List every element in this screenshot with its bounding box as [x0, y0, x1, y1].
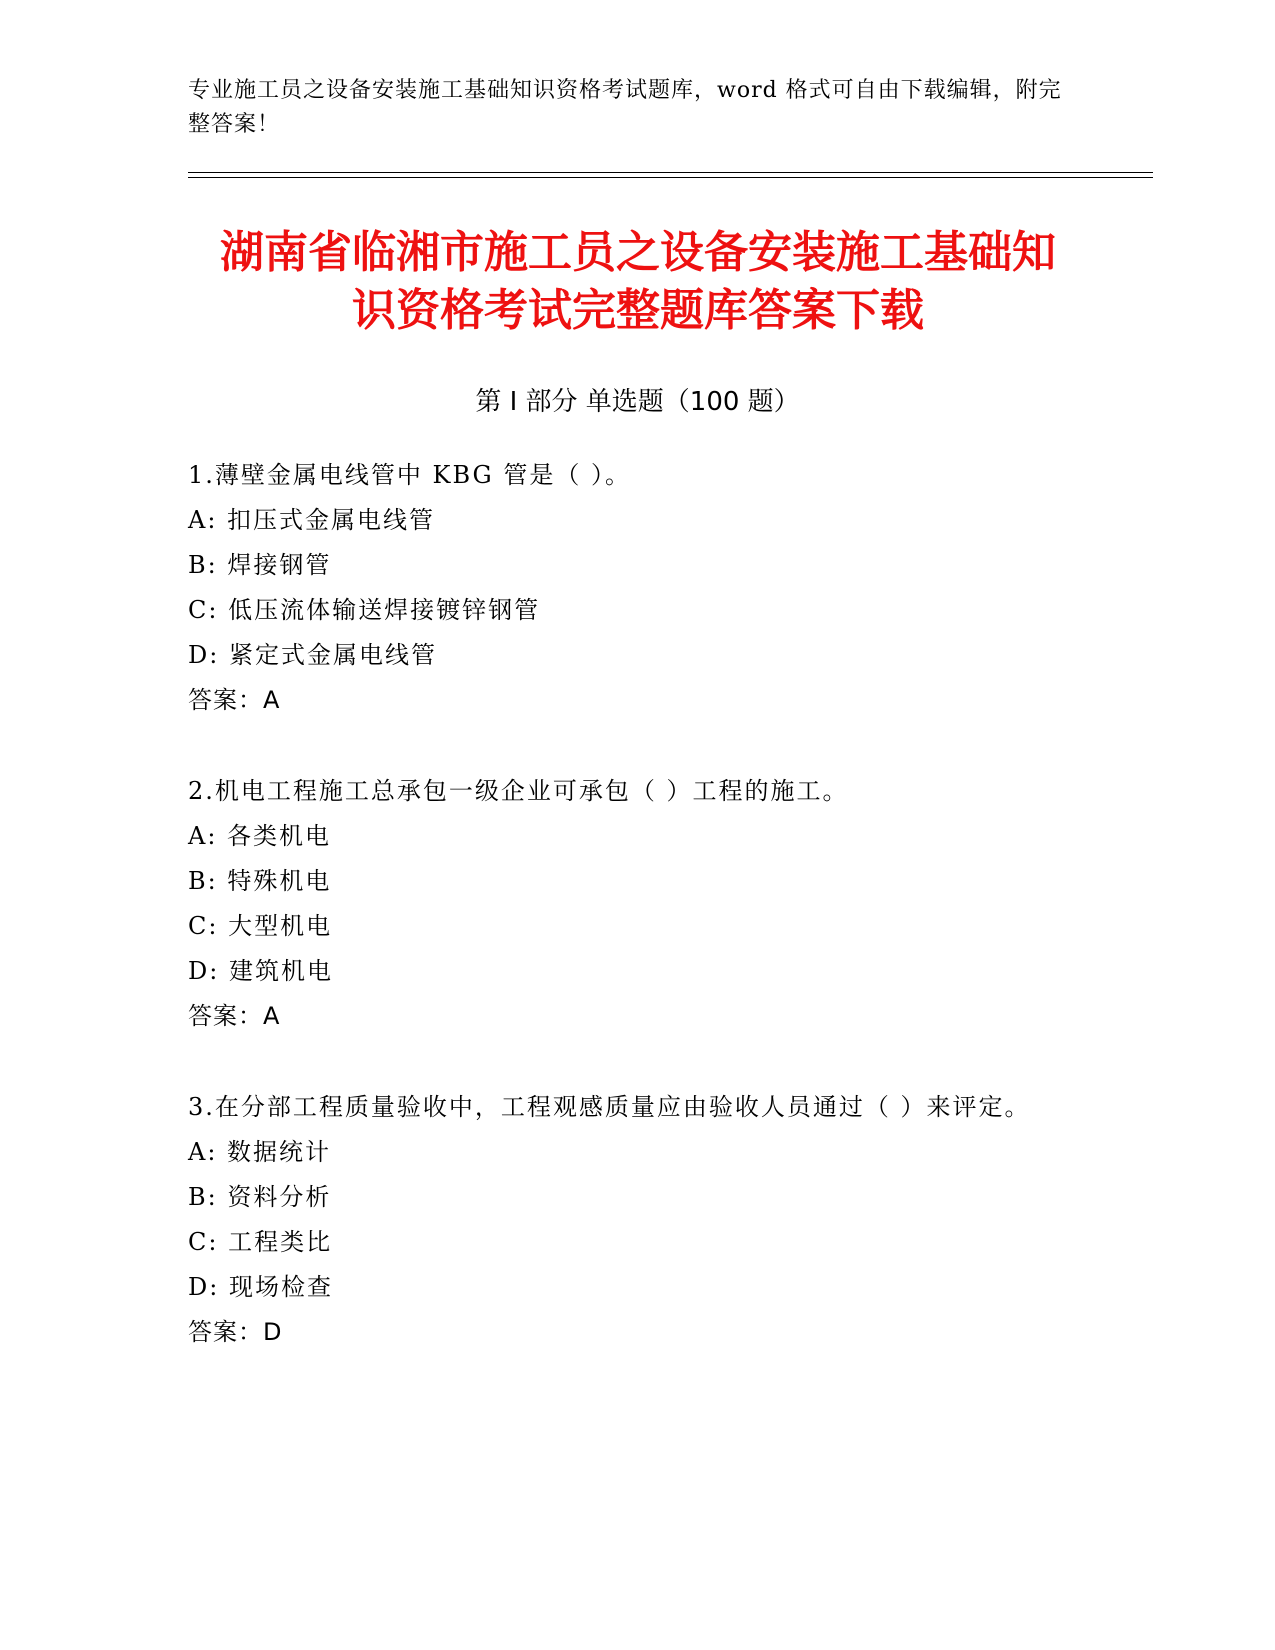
option-d: D: 建筑机电 — [188, 957, 333, 985]
question-stem: 3.在分部工程质量验收中，工程观感质量应由验收人员通过（ ）来评定。 — [188, 1093, 1031, 1121]
option-a: A: 各类机电 — [188, 822, 332, 850]
document-title — [188, 224, 1088, 340]
option-c: C: 大型机电 — [188, 912, 333, 940]
option-a: A: 数据统计 — [188, 1138, 332, 1166]
option-a: A: 扣压式金属电线管 — [188, 506, 436, 534]
header-divider-top — [188, 172, 1153, 173]
question-1 — [188, 453, 1088, 723]
document-header-note: 专业施工员之设备安装施工基础知识资格考试题库，word 格式可自由下载编辑，附完整答案！ — [188, 78, 1062, 137]
answer: 答案：A — [188, 1002, 281, 1030]
question-2 — [188, 769, 1088, 1039]
option-b: B: 焊接钢管 — [188, 551, 332, 579]
option-d: D: 现场检查 — [188, 1273, 333, 1301]
question-stem: 1.薄壁金属电线管中 KBG 管是（ ）。 — [188, 461, 631, 489]
question-stem: 2.机电工程施工总承包一级企业可承包（ ）工程的施工。 — [188, 777, 849, 805]
option-c: C: 工程类比 — [188, 1228, 333, 1256]
question-3 — [188, 1085, 1088, 1355]
option-d: D: 紧定式金属电线管 — [188, 641, 437, 669]
section-heading: 第 I 部分 单选题（100 题） — [475, 387, 800, 417]
answer: 答案：A — [188, 686, 281, 714]
document-title-line-1: 湖南省临湘市施工员之设备安装施工基础知 — [220, 227, 1056, 278]
option-b: B: 特殊机电 — [188, 867, 332, 895]
document-title-line-2: 识资格考试完整题库答案下载 — [352, 285, 924, 336]
answer: 答案：D — [188, 1318, 283, 1346]
option-c: C: 低压流体输送焊接镀锌钢管 — [188, 596, 541, 624]
option-b: B: 资料分析 — [188, 1183, 332, 1211]
header-divider-bottom — [188, 177, 1153, 178]
